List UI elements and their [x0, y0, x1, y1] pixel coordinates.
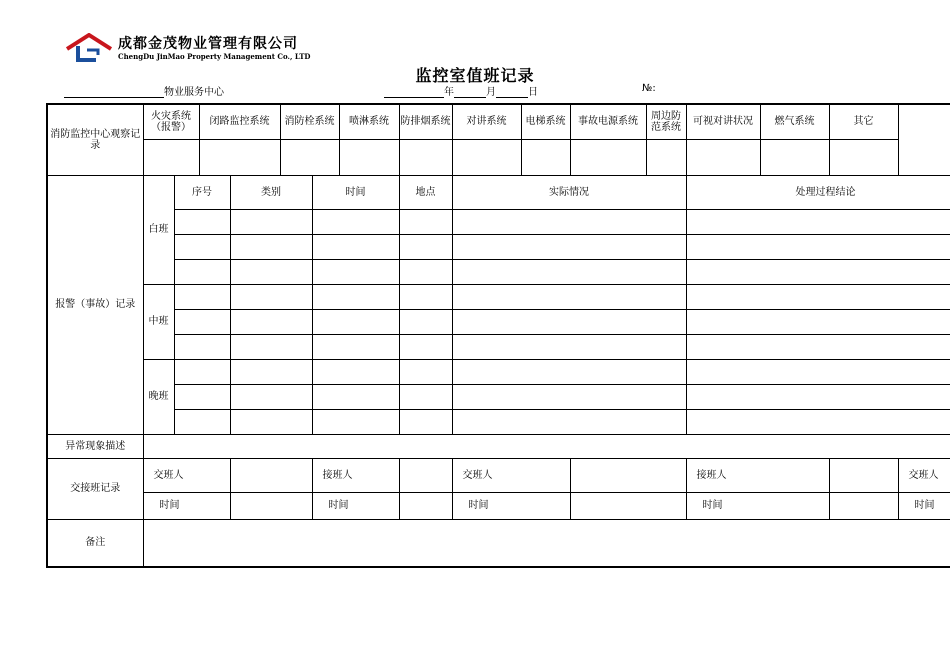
remarks-field[interactable] [143, 519, 950, 567]
table-row [47, 384, 950, 409]
receiver-person-field[interactable] [399, 458, 452, 492]
day-label: 日 [528, 87, 538, 98]
observation-cell[interactable] [829, 139, 898, 175]
system-hydrant: 消防栓系统 [280, 104, 339, 139]
observation-cell[interactable] [143, 139, 199, 175]
handover-person-field[interactable] [570, 458, 686, 492]
number-label: №: [642, 83, 656, 94]
time-label: 时间 [452, 492, 570, 519]
abnormal-description-field[interactable] [143, 434, 950, 458]
observation-cell[interactable] [686, 139, 760, 175]
observation-cell[interactable] [399, 139, 452, 175]
table-row [47, 359, 950, 384]
col-category: 类别 [230, 175, 312, 209]
receiver-person-label: 接班人 [312, 458, 399, 492]
system-sprinkler: 喷淋系统 [339, 104, 399, 139]
table-row [47, 309, 950, 334]
system-video-intercom: 可视对讲状况 [686, 104, 760, 139]
receiver-person-label: 接班人 [686, 458, 829, 492]
observation-cell[interactable] [570, 139, 646, 175]
company-name-en: ChengDu JinMao Property Management Co., LTD [118, 52, 311, 61]
shift-middle-label: 中班 [143, 284, 174, 359]
time-label: 时间 [312, 492, 399, 519]
month-label: 月 [486, 87, 496, 98]
system-gas: 燃气系统 [760, 104, 829, 139]
service-center-field[interactable] [64, 83, 224, 98]
table-row [47, 259, 950, 284]
observation-cell[interactable] [452, 139, 521, 175]
observation-cell[interactable] [199, 139, 280, 175]
duty-record-table [46, 103, 950, 568]
table-row [47, 334, 950, 359]
col-process-conclusion: 处理过程结论 [686, 175, 950, 209]
table-row [47, 234, 950, 259]
company-logo-icon [66, 33, 112, 63]
handover-person-label: 交班人 [143, 458, 230, 492]
service-center-suffix: 物业服务中心 [164, 87, 224, 98]
observation-cell[interactable] [521, 139, 570, 175]
col-actual-situation: 实际情况 [452, 175, 686, 209]
table-row [47, 284, 950, 309]
system-emergency-power: 事故电源系统 [570, 104, 646, 139]
table-row [47, 209, 950, 234]
company-name-cn: 成都金茂物业管理有限公司 [118, 36, 298, 52]
observation-cell[interactable] [339, 139, 399, 175]
handover-label: 交接班记录 [47, 458, 143, 519]
time-field[interactable] [230, 492, 312, 519]
time-field[interactable] [570, 492, 686, 519]
alarm-record-label: 报警（事故）记录 [47, 175, 143, 434]
observation-cell[interactable] [760, 139, 829, 175]
date-field[interactable] [384, 83, 538, 98]
col-location: 地点 [399, 175, 452, 209]
page-title: 监控室值班记录 [415, 66, 535, 85]
year-label: 年 [444, 87, 454, 98]
shift-night-label: 晚班 [143, 359, 174, 434]
remarks-label: 备注 [47, 519, 143, 567]
system-fire-alarm: 火灾系统（报警） [143, 104, 199, 139]
col-time: 时间 [312, 175, 399, 209]
time-label: 时间 [686, 492, 829, 519]
system-intercom: 对讲系统 [452, 104, 521, 139]
month-blank[interactable] [454, 86, 486, 98]
system-perimeter: 周边防范系统 [646, 104, 686, 139]
system-other: 其它 [829, 104, 898, 139]
col-seq: 序号 [174, 175, 230, 209]
receiver-person-field[interactable] [829, 458, 898, 492]
time-field[interactable] [399, 492, 452, 519]
time-field[interactable] [829, 492, 898, 519]
abnormal-label: 异常现象描述 [47, 434, 143, 458]
system-elevator: 电梯系统 [521, 104, 570, 139]
shift-day-label: 白班 [143, 175, 174, 284]
handover-person-label: 交班人 [898, 458, 950, 492]
system-smoke-exhaust: 防排烟系统 [399, 104, 452, 139]
service-center-blank[interactable] [64, 86, 164, 98]
observation-label: 消防监控中心观察记录 [47, 104, 143, 175]
handover-person-label: 交班人 [452, 458, 570, 492]
observation-cell[interactable] [280, 139, 339, 175]
year-blank[interactable] [384, 86, 444, 98]
day-blank[interactable] [496, 86, 528, 98]
time-label: 时间 [143, 492, 230, 519]
observation-cell[interactable] [646, 139, 686, 175]
system-cctv: 闭路监控系统 [199, 104, 280, 139]
table-row [47, 409, 950, 434]
handover-person-field[interactable] [230, 458, 312, 492]
time-label: 时间 [898, 492, 950, 519]
